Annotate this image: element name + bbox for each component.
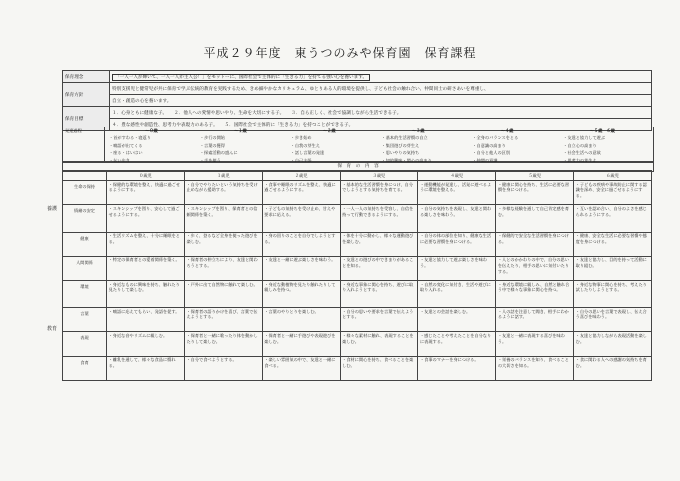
development-item: ・自我の芽生え bbox=[290, 142, 320, 148]
table-cell: ・多様な経験を通して自己肯定感を育む。 bbox=[496, 205, 574, 232]
table-cell: ・友達と協力しながら表現活動を楽しむ。 bbox=[574, 332, 652, 356]
table-row bbox=[63, 356, 652, 380]
table-cell: ・戸外に出て自然物に触れて楽しむ。 bbox=[184, 280, 262, 307]
table-cell: ・一人一人の気持ちを受容し、自信を持って行動できるようにする。 bbox=[340, 205, 418, 232]
development-item: ・歩行の開始 bbox=[199, 135, 225, 140]
table-cell: ・身近なものに興味を持ち、触れたり見たりして楽しむ。 bbox=[107, 280, 185, 307]
age-header-4: ４歳児 bbox=[418, 171, 496, 181]
row-label: 人間関係 bbox=[63, 256, 107, 280]
content-header: 保 育 の 内 容 bbox=[62, 162, 654, 172]
overview-table bbox=[62, 70, 652, 131]
table-cell: ・保健的で安全な生活習慣を身につける。 bbox=[496, 232, 574, 256]
development-item: ・自己主張 bbox=[290, 157, 312, 163]
table-cell: ・保育者の仲立ちにより、友達と関わろうとする。 bbox=[184, 256, 262, 280]
table-cell: ・食材に関心を持ち、食べることを楽しむ。 bbox=[340, 356, 418, 380]
development-item: ・自立心の高まり bbox=[563, 142, 597, 148]
table-cell: ・自然の変化に気付き、生活や遊びに取り入れる。 bbox=[418, 280, 496, 307]
age-header-3: ３歳児 bbox=[340, 171, 418, 181]
table-cell: ・スキンシップを図り、保育者との信頼関係を築く。 bbox=[184, 205, 262, 232]
table-cell: ・離乳を通して、様々な食品に慣れる。 bbox=[107, 356, 185, 380]
development-item: ・友達と協力して遊ぶ bbox=[563, 135, 606, 140]
table-cell: ・運動機能が発達し、活発に遊べるように環境を整える。 bbox=[418, 181, 496, 205]
development-item: ・歩き始め bbox=[290, 135, 312, 140]
development-item: ・集団遊びの芽生え bbox=[381, 142, 420, 148]
development-item: ・知的興味・関心の高まり bbox=[381, 157, 432, 163]
houshin-label: 保育方針 bbox=[63, 83, 110, 107]
row-label: 生命の保持 bbox=[63, 181, 107, 205]
development-item: ・座る・はいはい bbox=[109, 150, 143, 156]
group-label-yogo: 養護 bbox=[46, 206, 57, 212]
table-cell: ・栄養のバランスを知り、食べることの大切さを知る。 bbox=[496, 356, 574, 380]
development-item: ・思考力の芽生え bbox=[563, 157, 597, 163]
table-cell: ・自分で食べようとする。 bbox=[184, 356, 262, 380]
table-cell: ・友達と協力し、目的を持って活動に取り組む。 bbox=[574, 256, 652, 280]
table-cell: ・健康に関心を持ち、生活に必要な習慣を身につける。 bbox=[496, 181, 574, 205]
age-header-6: ６歳児 bbox=[574, 171, 652, 181]
table-cell: ・友達との遊びの中できまりがあることを知る。 bbox=[340, 256, 418, 280]
corner-cell bbox=[63, 171, 107, 181]
development-age-3: 〜３歳 bbox=[411, 128, 425, 133]
development-items bbox=[109, 135, 651, 164]
row-label: 健康 bbox=[63, 232, 107, 256]
table-row bbox=[63, 308, 652, 332]
development-item: ・伝い歩き bbox=[109, 157, 130, 163]
table-cell: ・特定の保育者との愛着関係を築く。 bbox=[107, 256, 185, 280]
table-cell: ・保育者の語りかけを喜び、言葉で伝えようとする。 bbox=[184, 308, 262, 332]
table-row bbox=[63, 256, 652, 280]
development-section bbox=[62, 127, 654, 162]
development-item: ・基本的生活習慣の自立 bbox=[381, 135, 428, 140]
curriculum-grid bbox=[62, 170, 652, 381]
development-age-2: 〜２歳 bbox=[322, 128, 336, 133]
row-label: 食育 bbox=[63, 356, 107, 380]
mokuhyo-label: 保育目標 bbox=[63, 107, 110, 131]
development-item: ・首がすわる・寝返り bbox=[109, 135, 151, 140]
development-item: ・自分と他人の区別 bbox=[472, 150, 511, 156]
table-cell: ・様々な素材に触れ、表現することを楽しむ。 bbox=[340, 332, 418, 356]
table-cell: ・食事や睡眠のリズムを整え、快適に過ごせるようにする。 bbox=[262, 181, 340, 205]
age-header-0: ０歳児 bbox=[107, 171, 185, 181]
row-label: 表現 bbox=[63, 332, 107, 356]
development-item: ・自意識の高まり bbox=[472, 142, 506, 148]
table-cell: ・自分の思いや要求を言葉で伝えようとする。 bbox=[340, 308, 418, 332]
rinen-label: 保育理念 bbox=[63, 71, 110, 83]
development-item: ・社会生活への意欲 bbox=[563, 150, 601, 156]
development-age-0: 〜０歳 bbox=[145, 128, 158, 133]
table-cell: ・身の回りのことを自分でしようとする。 bbox=[262, 232, 340, 256]
table-cell: ・基本的な生活習慣を身につけ、自分でしようとする気持ちを育てる。 bbox=[340, 181, 418, 205]
table-cell: ・スキンシップを図り、安心して過ごせるようにする。 bbox=[107, 205, 185, 232]
mokuhyo-text-1: １．心身ともに健康な子。 ２．他人への愛情や思いやり、生命を大切にする子。 ３．自ら正しく、社会で協調しながら生活できる子。 bbox=[110, 107, 652, 119]
row-label: 情緒の安定 bbox=[63, 205, 107, 232]
table-row bbox=[63, 232, 652, 256]
age-header-row bbox=[63, 171, 652, 181]
table-cell: ・友達と一緒に遊ぶ楽しさを味わう。 bbox=[262, 256, 340, 280]
table-cell: ・食事のマナーを身につける。 bbox=[418, 356, 496, 380]
development-item: ・言葉の獲得 bbox=[199, 142, 225, 148]
table-cell: ・感じたことや考えたことを自分なりに表現する。 bbox=[418, 332, 496, 356]
table-cell: ・生活リズムを整え、十分に睡眠をとる。 bbox=[107, 232, 185, 256]
row-label: 環境 bbox=[63, 280, 107, 307]
rinen-text bbox=[110, 71, 652, 83]
table-cell: ・体を十分に動かし、様々な運動遊びを楽しむ。 bbox=[340, 232, 418, 256]
table-cell: ・保育者と一緒に歌ったり体を動かしたりして楽しむ。 bbox=[184, 332, 262, 356]
table-cell: ・保育者と一緒に手遊びや表現遊びを楽しむ。 bbox=[262, 332, 340, 356]
table-cell: ・楽しい雰囲気の中で、友達と一緒に食べる。 bbox=[262, 356, 340, 380]
table-cell: ・自分の気持ちを表現し、友達と関わる楽しさを味わう。 bbox=[418, 205, 496, 232]
page-title: 平成２９年度 東うつのみや保育園 保育課程 bbox=[203, 46, 477, 60]
table-cell: ・友達と協力して遊ぶ楽しさを味わう。 bbox=[418, 256, 496, 280]
table-cell: ・身近な物事に関心を持ち、考えたり試したりしようとする。 bbox=[574, 280, 652, 307]
table-cell: ・自分の体の部位を知り、健康な生活に必要な習慣を身につける。 bbox=[418, 232, 496, 256]
table-cell: ・身近な環境に親しみ、自然と触れ合う中で様々な事象に関心を持つ。 bbox=[496, 280, 574, 307]
table-row bbox=[63, 332, 652, 356]
houshin-text-2: 自立・創造の心を養います。 bbox=[110, 95, 652, 107]
table-cell: ・友達との会話を楽しむ。 bbox=[418, 308, 496, 332]
development-item: ・手を使う bbox=[199, 157, 221, 163]
table-cell: ・健康、安全な生活に必要な習慣や態度を身につける。 bbox=[574, 232, 652, 256]
age-header-2: ２歳児 bbox=[262, 171, 340, 181]
table-cell: ・言葉のやりとりを楽しむ。 bbox=[262, 308, 340, 332]
table-cell: ・自分の思いを言葉で表現し、伝え合う喜びを味わう。 bbox=[574, 308, 652, 332]
table-cell: ・自分でやりたいという気持ちを受け止めながら援助する。 bbox=[184, 181, 262, 205]
table-cell: ・喃語に応えてもらい、発語を促す。 bbox=[107, 308, 185, 332]
development-item: ・全身のバランスをとる bbox=[472, 135, 519, 140]
table-row bbox=[63, 280, 652, 307]
houshin-text-1: 特別支援児と健常児が共に保育で学ぶ伝統的教育を実践するため、きめ細やかなカリキュラム、ゆとりある人的環境を提供し、子ども社会の触れ合い、仲間同士の研さあいを尊重し、 bbox=[110, 83, 652, 95]
table-cell: ・食に関わる人への感謝の気持ちを育む。 bbox=[574, 356, 652, 380]
table-row bbox=[63, 181, 652, 205]
development-age-1: 〜１歳 bbox=[234, 128, 247, 133]
development-item: ・話し言葉の発達 bbox=[290, 150, 325, 156]
development-label: 発達過程 bbox=[63, 127, 105, 161]
age-header-1: １歳児 bbox=[184, 171, 262, 181]
age-header-5: ５歳児 bbox=[496, 171, 574, 181]
table-cell: ・身近な事象に関心を持ち、遊びに取り入れようとする。 bbox=[340, 280, 418, 307]
table-cell: ・身近な音やリズムに親しむ。 bbox=[107, 332, 185, 356]
development-item: ・思いやりの気持ち bbox=[381, 150, 420, 156]
table-row bbox=[63, 205, 652, 232]
mokuhyo-text-2: ４．豊な感性や創造性、思考力や表現力のある子。 ５．国際社会で主体的に「生きる力」を持つことができる子。 bbox=[110, 119, 652, 131]
row-label: 言葉 bbox=[63, 308, 107, 332]
table-cell: ・互いを認め合い、自分のよさを感じられるようにする。 bbox=[574, 205, 652, 232]
table-cell: ・保健的な環境を整え、快適に過ごせるようにする。 bbox=[107, 181, 185, 205]
table-cell: ・人とのかかわりの中で、自分の思いを伝えたり、相手の思いに気付いたりする。 bbox=[496, 256, 574, 280]
table-cell: ・人の話を注意して聞き、相手にわかるように話す。 bbox=[496, 308, 574, 332]
development-item: ・探索活動の盛んに bbox=[199, 150, 238, 156]
table-cell: ・子どもの気持ちを受け止め、甘えや要求に応える。 bbox=[262, 205, 340, 232]
rinen-box: 「一人一人が輝いて、一人一人が主人公！」をモットーに、国際社会で主体的に「生きる力」を持てる強い心を養います。 bbox=[112, 74, 370, 81]
development-age-5: 〜５歳 ６歳 bbox=[589, 128, 615, 133]
development-ages bbox=[107, 128, 653, 134]
table-cell: ・歩く、登るなど全身を使った遊びを楽しむ。 bbox=[184, 232, 262, 256]
table-cell: ・身近な動植物を見たり触れたりして親しみを持つ。 bbox=[262, 280, 340, 307]
group-label-kyoiku: 教育 bbox=[46, 326, 57, 332]
development-item: ・仲間の意識 bbox=[472, 157, 498, 163]
table-cell: ・子どもの疾病や事故防止に関する認識を深め、安全に過ごせるようにする。 bbox=[574, 181, 652, 205]
development-item: ・喃語が出てくる bbox=[109, 142, 143, 148]
table-cell: ・友達と一緒に表現する喜びを味わう。 bbox=[496, 332, 574, 356]
development-age-4: 〜４歳 bbox=[500, 128, 514, 133]
